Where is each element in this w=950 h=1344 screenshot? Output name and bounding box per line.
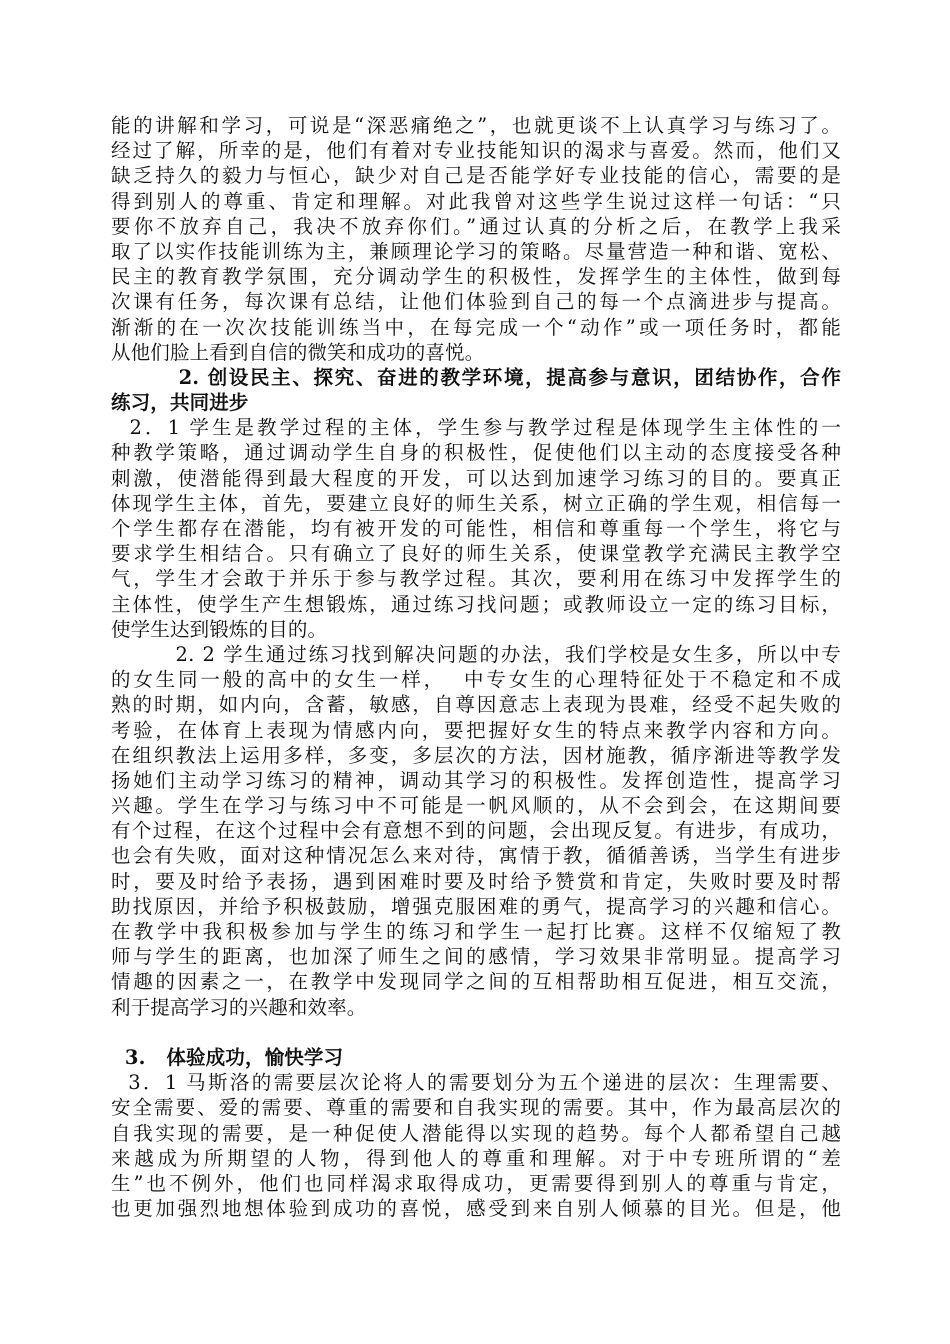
paragraph bbox=[111, 1070, 841, 1221]
heading-line: 3. 体验成功，愉快学习 bbox=[111, 1045, 344, 1069]
text-line: 2. 2 学生通过练习找到解决问题的办法，我们学校是女生多，所以中专 bbox=[111, 642, 841, 666]
paragraph bbox=[111, 415, 841, 642]
text-line: 2．1 学生是教学过程的主体，学生参与教学过程是体现学生主体性的一 bbox=[111, 416, 841, 440]
text-line: 经过了解，所幸的是，他们有着对专业技能知识的渴求与喜爱。然而，他们又 bbox=[111, 139, 841, 163]
text-line: 主体性，使学生产生想锻炼，通过练习找问题；或教师设立一定的练习目标， bbox=[111, 592, 841, 616]
text-line: 在组织教法上运用多样，多变，多层次的方法，因材施教，循序渐进等教学发 bbox=[111, 743, 841, 767]
document-body bbox=[111, 113, 841, 1221]
heading-line: 2. 创设民主、探究、奋进的教学环境，提高参与意识，团结协作，合作 bbox=[111, 365, 841, 389]
text-line: 来越成为所期望的人物，得到他人的尊重和理解。对于中专班所谓的“差 bbox=[111, 1146, 841, 1170]
text-line: 次课有任务，每次课有总结，让他们体验到自己的每一个点滴进步与提高。 bbox=[111, 290, 841, 314]
text-line: 种教学策略，通过调动学生自身的积极性，促使他们以主动的态度接受各种 bbox=[111, 441, 841, 465]
paragraph bbox=[111, 113, 841, 365]
text-line: 从他们脸上看到自信的微笑和成功的喜悦。 bbox=[111, 340, 485, 364]
paragraph bbox=[111, 642, 841, 1020]
text-line: 助找原因，并给予积极鼓励，增强克服困难的勇气，提高学习的兴趣和信心。 bbox=[111, 894, 841, 918]
text-line: 兴趣。学生在学习与练习中不可能是一帆风顺的，从不会到会，在这期间要 bbox=[111, 794, 841, 818]
section-heading bbox=[111, 365, 841, 415]
text-line: 安全需要、爱的需要、尊重的需要和自我实现的需要。其中，作为最高层次的 bbox=[111, 1096, 841, 1120]
text-line: 刺激，使潜能得到最大程度的开发，可以达到加速学习练习的目的。要真正 bbox=[111, 466, 841, 490]
text-line: 也会有失败，面对这种情况怎么来对待，寓情于教，循循善诱，当学生有进步 bbox=[111, 844, 841, 868]
text-line: 取了以实作技能训练为主，兼顾理论学习的策略。尽量营造一种和谐、宽松、 bbox=[111, 239, 841, 263]
text-line: 扬她们主动学习练习的精神，调动其学习的积极性。发挥创造性，提高学习 bbox=[111, 768, 841, 792]
text-line: 利于提高学习的兴趣和效率。 bbox=[111, 995, 367, 1019]
text-line: 3．1 马斯洛的需要层次论将人的需要划分为五个递进的层次：生理需要、 bbox=[111, 1071, 841, 1095]
text-line: 气，学生才会敢于并乐于参与教学过程。其次，要利用在练习中发挥学生的 bbox=[111, 567, 841, 591]
text-line: 自我实现的需要，是一种促使人潜能得以实现的趋势。每个人都希望自己越 bbox=[111, 1121, 841, 1145]
text-line: 的女生同一般的高中的女生一样， 中专女生的心理特征处于不稳定和不成 bbox=[111, 668, 841, 692]
text-line: 生”也不例外，他们也同样渴求取得成功，更需要得到别人的尊重与肯定， bbox=[111, 1171, 841, 1195]
section-heading bbox=[111, 1045, 841, 1070]
text-line: 得到别人的尊重、肯定和理解。对此我曾对这些学生说过这样一句话：“只 bbox=[111, 189, 841, 213]
text-line: 民主的教育教学氛围，充分调动学生的积极性，发挥学生的主体性，做到每 bbox=[111, 265, 841, 289]
text-line: 在教学中我积极参加与学生的练习和学生一起打比赛。这样不仅缩短了教 bbox=[111, 920, 841, 943]
text-line: 要你不放弃自己，我决不放弃你们。”通过认真的分析之后，在教学上我采 bbox=[111, 214, 841, 238]
text-line: 时，要及时给予表扬，遇到困难时要及时给予赞赏和肯定，失败时要及时帮 bbox=[111, 869, 841, 893]
text-line: 要求学生相结合。只有确立了良好的师生关系，使课堂教学充满民主教学空 bbox=[111, 542, 841, 566]
text-line: 渐渐的在一次次技能训练当中，在每完成一个“动作”或一项任务时，都能 bbox=[111, 315, 841, 339]
text-line: 情趣的因素之一，在教学中发现同学之间的互相帮助相互促进，相互交流， bbox=[111, 970, 841, 994]
text-line: 熟的时期，如内向，含蓄，敏感，自尊因意志上表现为畏难，经受不起失败的 bbox=[111, 693, 841, 717]
text-line: 能的讲解和学习，可说是“深恶痛绝之”，也就更谈不上认真学习与练习了。 bbox=[111, 114, 841, 137]
text-line: 体现学生主体，首先，要建立良好的师生关系，树立正确的学生观，相信每一 bbox=[111, 491, 841, 515]
text-line: 有个过程，在这个过程中会有意想不到的问题，会出现反复。有进步，有成功， bbox=[111, 819, 841, 843]
text-line: 使学生达到锻炼的目的。 bbox=[111, 617, 328, 641]
text-line: 师与学生的距离，也加深了师生之间的感情，学习效果非常明显。提高学习 bbox=[111, 945, 841, 969]
text-line: 个学生都存在潜能，均有被开发的可能性，相信和尊重每一个学生，将它与 bbox=[111, 517, 841, 540]
text-line: 也更加强烈地想体验到成功的喜悦，感受到来自别人倾慕的目光。但是，他 bbox=[111, 1197, 841, 1221]
blank-line bbox=[111, 1020, 841, 1045]
text-line: 缺乏持久的毅力与恒心，缺少对自己是否能学好专业技能的信心，需要的是 bbox=[111, 164, 841, 188]
text-line: 考验，在体育上表现为情感内向，要把握好女生的特点来教学内容和方向。 bbox=[111, 718, 841, 742]
heading-line: 练习，共同进步 bbox=[111, 391, 249, 415]
